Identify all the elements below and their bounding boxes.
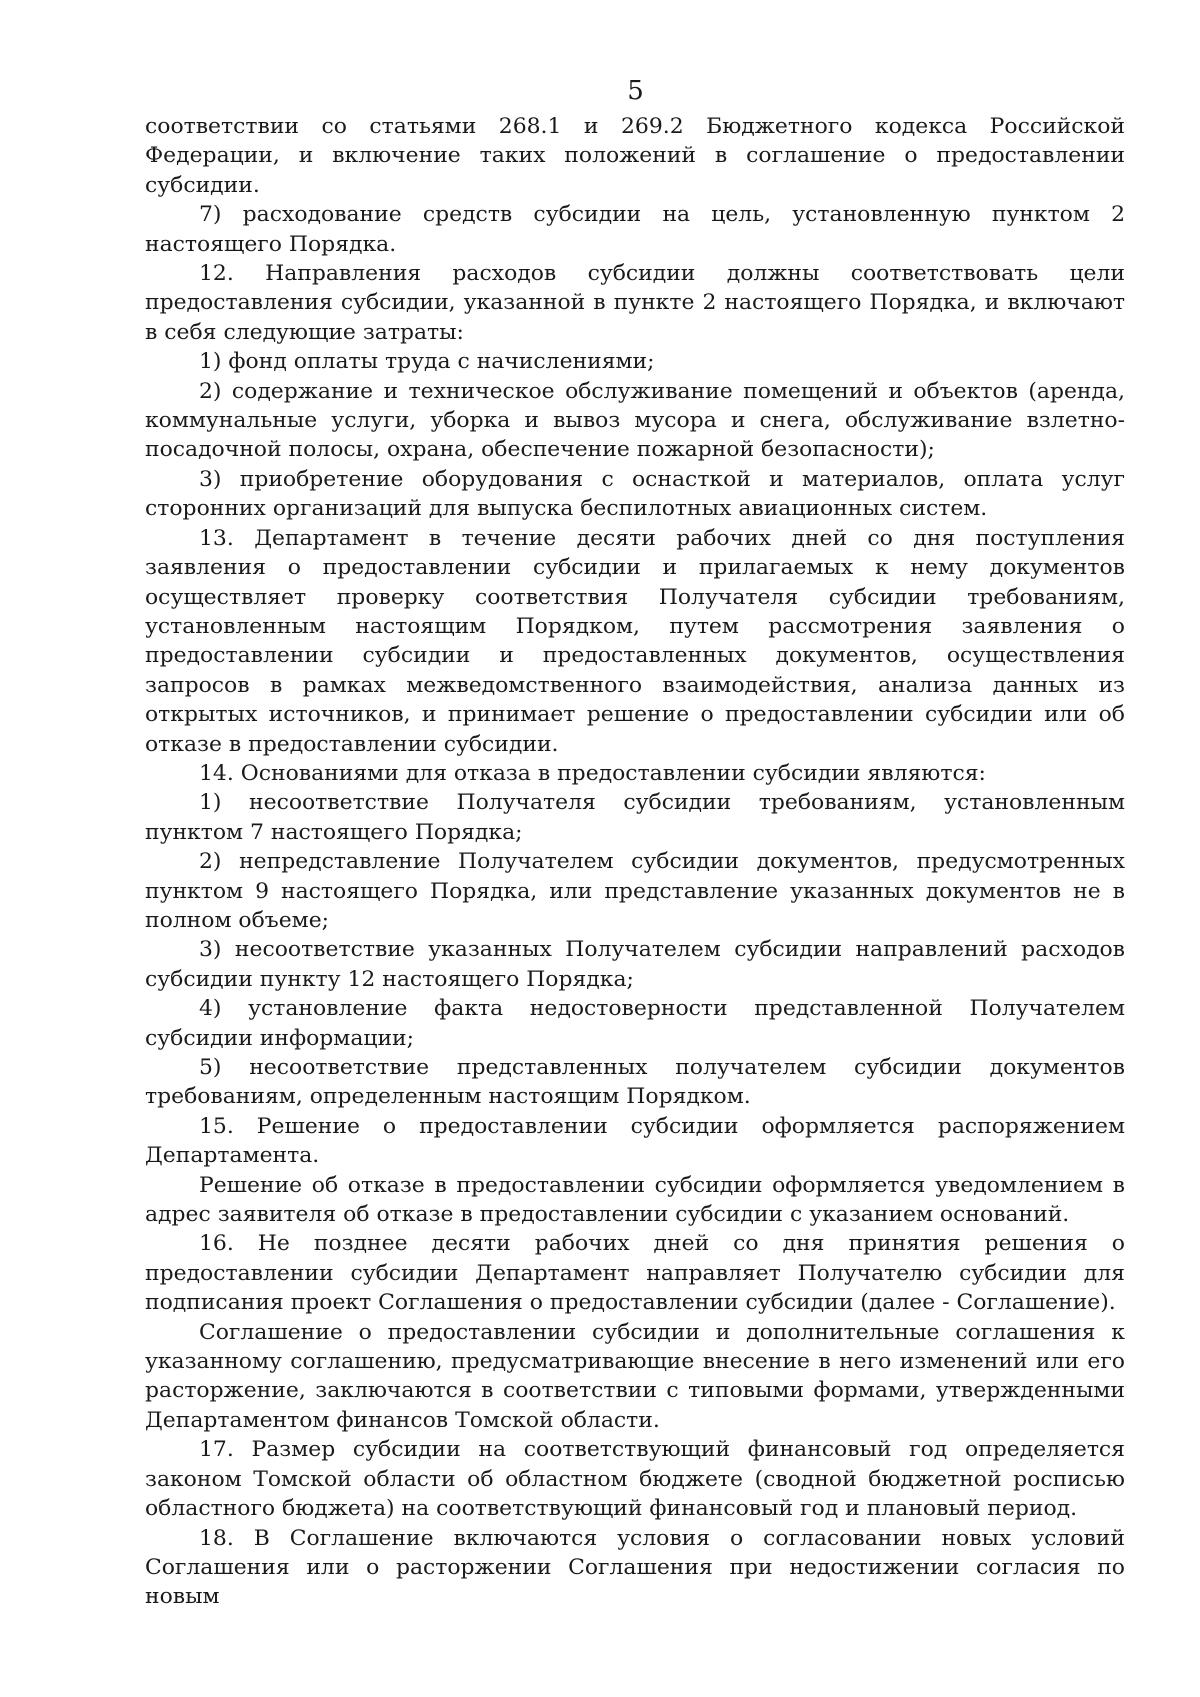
- paragraph: 17. Размер субсидии на соответствующий финансовый год определяется законом Томской области об областном бюджете (сводной бюджетной росписью областного бюджета) на соответствующий финансовый год и плановый период.: [145, 1437, 1125, 1522]
- paragraph: 13. Департамент в течение десяти рабочих дней со дня поступления заявления о предоставлении субсидии и прилагаемых к нему документов осуществляет проверку соответствия Получателя субсидии требованиям, установленным настоящим Порядком, путем рассмотрения заявления о предоставлении субсидии и предоставленных документов, осуществления запросов в рамках межведомственного взаимодействия, анализа данных из открытых источников, и принимает решение о предоставлении субсидии или об отказе в предоставлении субсидии.: [145, 525, 1125, 757]
- paragraph: 16. Не позднее десяти рабочих дней со дня принятия решения о предоставлении субсидии Департамент направляет Получателю субсидии для подписания проект Соглашения о предоставлении субсидии (далее - Соглашение).: [145, 1231, 1125, 1316]
- paragraph: 1) несоответствие Получателя субсидии требованиям, установленным пунктом 7 настоящего Порядка;: [145, 790, 1125, 845]
- document-body: [145, 112, 1125, 1612]
- paragraph: 14. Основаниями для отказа в предоставлении субсидии являются:: [199, 760, 986, 786]
- paragraph: 3) приобретение оборудования с оснасткой и материалов, оплата услуг сторонних организаций для выпуска беспилотных авиационных систем.: [145, 466, 1125, 522]
- paragraph: 7) расходование средств субсидии на цель, установленную пунктом 2 настоящего Порядка.: [145, 202, 1125, 257]
- paragraph: Решение об отказе в предоставлении субсидии оформляется уведомлением в адрес заявителя об отказе в предоставлении субсидии с указанием оснований.: [145, 1172, 1125, 1228]
- paragraph: 1) фонд оплаты труда с начислениями;: [199, 349, 655, 375]
- page-number: 5: [627, 76, 644, 106]
- paragraph: 3) несоответствие указанных Получателем субсидии направлений расходов субсидии пункту 12 настоящего Порядка;: [145, 937, 1125, 992]
- paragraph: Соглашение о предоставлении субсидии и дополнительные соглашения к указанному соглашению, предусматривающие внесение в него изменений или его расторжение, заключаются в соответствии с типовыми формами, утвержденными Департаментом финансов Томской области.: [145, 1319, 1125, 1433]
- paragraph: 5) несоответствие представленных получателем субсидии документов требованиям, определенным настоящим Порядком.: [145, 1055, 1125, 1110]
- paragraph: 4) установление факта недостоверности представленной Получателем субсидии информации;: [145, 996, 1125, 1051]
- paragraph: 12. Направления расходов субсидии должны соответствовать цели предоставления субсидии, указанной в пункте 2 настоящего Порядка, и включают в себя следующие затраты:: [145, 261, 1125, 345]
- paragraph: 2) содержание и техническое обслуживание помещений и объектов (аренда, коммунальные услуги, уборка и вывоз мусора и снега, обслуживание взлетно-посадочной полосы, охрана, обеспечение пожарной безопасности);: [145, 378, 1125, 463]
- paragraph: 15. Решение о предоставлении субсидии оформляется распоряжением Департамента.: [145, 1113, 1125, 1169]
- paragraph: 18. В Соглашение включаются условия о согласовании новых условий Соглашения или о расторжении Соглашения при недостижении согласия по новым: [145, 1525, 1125, 1610]
- paragraph: соответствии со статьями 268.1 и 269.2 Бюджетного кодекса Российской Федерации, и включение таких положений в соглашение о предоставлении субсидии.: [145, 114, 1125, 198]
- paragraph: 2) непредставление Получателем субсидии документов, предусмотренных пунктом 9 настоящего Порядка, или представление указанных документов не в полном объеме;: [145, 849, 1125, 933]
